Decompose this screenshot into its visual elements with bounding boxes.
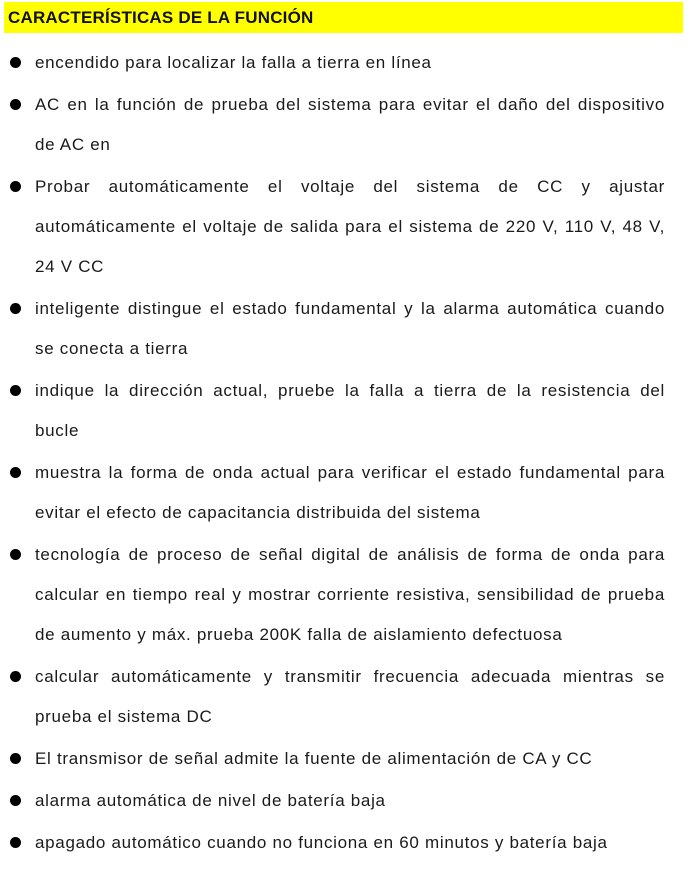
feature-line: automáticamente el voltaje de salida para el sistema de 220 V, 110 V, 48 V, <box>35 217 665 236</box>
feature-line: AC en la función de prueba del sistema para evitar el daño del dispositivo <box>35 95 665 114</box>
feature-line: muestra la forma de onda actual para verificar el estado fundamental para <box>35 463 665 482</box>
bullet-icon <box>10 837 21 848</box>
feature-line: alarma automática de nivel de batería baja <box>35 791 386 810</box>
list-item <box>0 781 696 821</box>
bullet-icon <box>10 181 21 192</box>
list-item <box>0 43 696 83</box>
feature-line: prueba el sistema DC <box>35 707 213 726</box>
feature-line: Probar automáticamente el voltaje del sistema de CC y ajustar <box>35 177 665 196</box>
list-item <box>0 85 696 165</box>
list-item <box>0 371 696 451</box>
list-item <box>0 453 696 533</box>
list-item <box>0 739 696 779</box>
feature-line: calcular en tiempo real y mostrar corriente resistiva, sensibilidad de prueba <box>35 585 665 604</box>
feature-line: se conecta a tierra <box>35 339 189 358</box>
page-title: CARACTERÍSTICAS DE LA FUNCIÓN <box>4 2 683 33</box>
list-item <box>0 535 696 655</box>
feature-line: El transmisor de señal admite la fuente de alimentación de CA y CC <box>35 749 593 768</box>
bullet-icon <box>10 303 21 314</box>
bullet-icon <box>10 99 21 110</box>
feature-line: apagado automático cuando no funciona en 60 minutos y batería baja <box>35 833 608 852</box>
feature-line: de aumento y máx. prueba 200K falla de aislamiento defectuosa <box>35 625 563 644</box>
bullet-icon <box>10 549 21 560</box>
bullet-icon <box>10 671 21 682</box>
list-item <box>0 289 696 369</box>
list-item <box>0 823 696 863</box>
feature-line: evitar el efecto de capacitancia distribuida del sistema <box>35 503 481 522</box>
bullet-icon <box>10 753 21 764</box>
bullet-icon <box>10 385 21 396</box>
bullet-icon <box>10 57 21 68</box>
bullet-icon <box>10 795 21 806</box>
list-item <box>0 657 696 737</box>
feature-line: 24 V CC <box>35 257 105 276</box>
feature-line: de AC en <box>35 135 111 154</box>
feature-line: encendido para localizar la falla a tierra en línea <box>35 53 432 72</box>
feature-line: tecnología de proceso de señal digital de análisis de forma de onda para <box>35 545 665 564</box>
feature-line: calcular automáticamente y transmitir frecuencia adecuada mientras se <box>35 667 665 686</box>
feature-line: bucle <box>35 421 80 440</box>
bullet-icon <box>10 467 21 478</box>
list-item <box>0 167 696 287</box>
feature-line: indique la dirección actual, pruebe la falla a tierra de la resistencia del <box>35 381 665 400</box>
feature-line: inteligente distingue el estado fundamental y la alarma automática cuando <box>35 299 665 318</box>
feature-list <box>0 43 696 863</box>
